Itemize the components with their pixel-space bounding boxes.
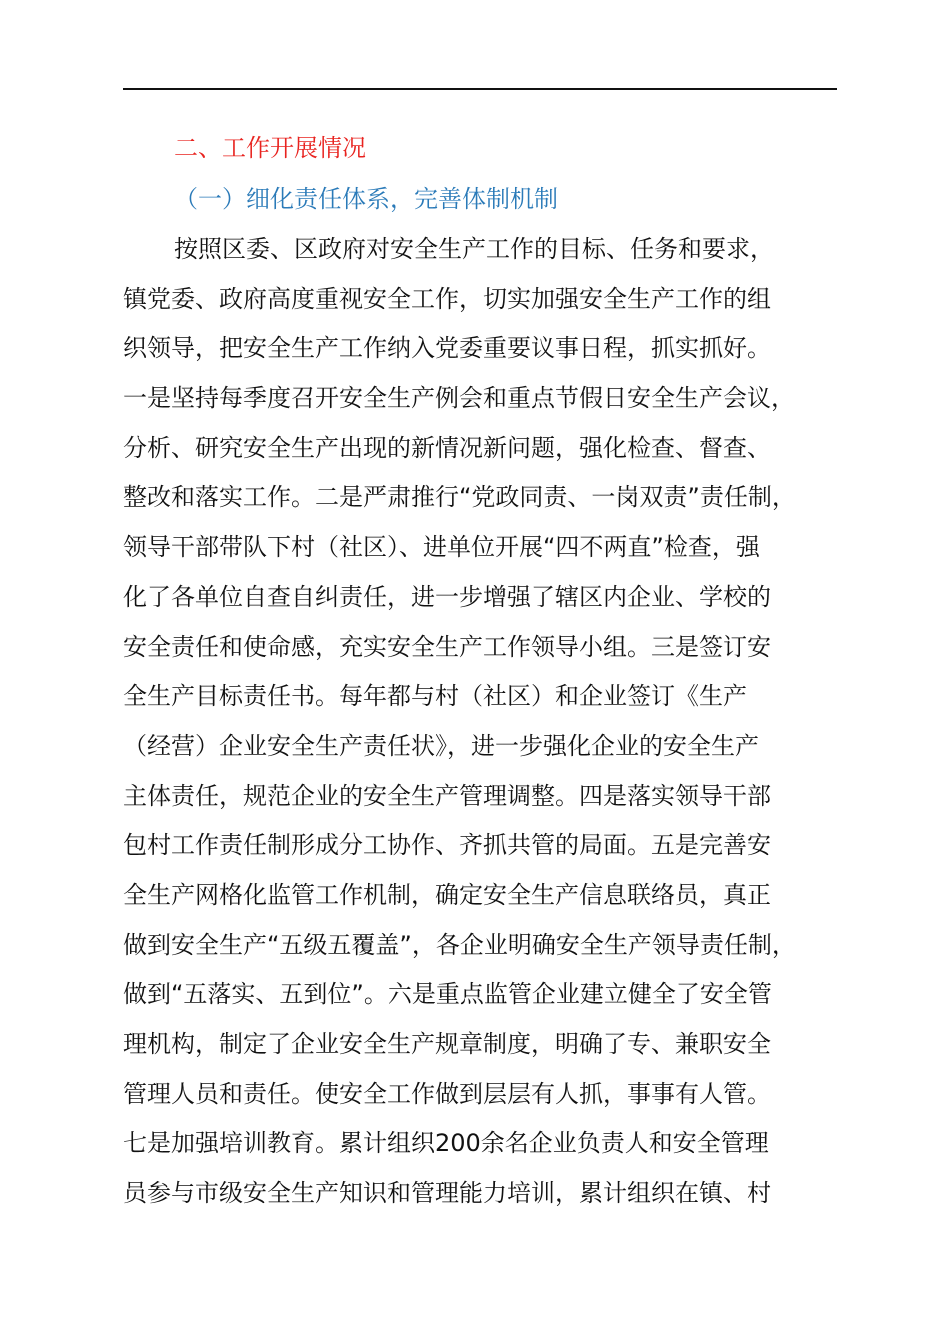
body-line: （经营）企业安全生产责任状》，进一步强化企业的安全生产	[123, 731, 759, 760]
body-line: 员参与市级安全生产知识和管理能力培训，累计组织在镇、村	[123, 1179, 771, 1208]
body-line: 七是加强培训教育。累计组织200余名企业负责人和安全管理	[123, 1129, 769, 1158]
body-line: 化了各单位自查自纠责任，进一步增强了辖区内企业、学校的	[123, 582, 771, 611]
body-line: 安全责任和使命感，充实安全生产工作领导小组。三是签订安	[123, 632, 771, 661]
body-line: 一是坚持每季度召开安全生产例会和重点节假日安全生产会议，	[123, 384, 795, 413]
subsection-heading: （一）细化责任体系，完善体制机制	[174, 185, 558, 213]
body-line: 按照区委、区政府对安全生产工作的目标、任务和要求，	[174, 235, 774, 263]
body-line: 主体责任，规范企业的安全生产管理调整。四是落实领导干部	[123, 781, 771, 810]
section-heading: 二、工作开展情况	[174, 134, 366, 162]
body-line: 管理人员和责任。使安全工作做到层层有人抓，事事有人管。	[123, 1079, 771, 1108]
body-line: 做到安全生产“五级五覆盖”，各企业明确安全生产领导责任制，	[123, 930, 796, 959]
body-paragraph	[123, 229, 863, 1223]
body-line: 领导干部带队下村（社区）、进单位开展“四不两直”检查，强	[123, 533, 760, 562]
header-rule	[123, 88, 837, 90]
body-line: 包村工作责任制形成分工协作、齐抓共管的局面。五是完善安	[123, 831, 771, 860]
body-line: 理机构，制定了企业安全生产规章制度，明确了专、兼职安全	[123, 1030, 771, 1058]
body-line: 全生产目标责任书。每年都与村（社区）和企业签订《生产	[123, 682, 747, 711]
body-line: 整改和落实工作。二是严肃推行“党政同责、一岗双责”责任制，	[123, 483, 796, 512]
body-line: 做到“五落实、五到位”。六是重点监管企业建立健全了安全管	[123, 980, 772, 1009]
body-line: 全生产网格化监管工作机制，确定安全生产信息联络员，真正	[123, 880, 771, 909]
body-line: 镇党委、政府高度重视安全工作，切实加强安全生产工作的组	[123, 284, 771, 313]
body-line: 织领导，把安全生产工作纳入党委重要议事日程，抓实抓好。	[123, 334, 771, 363]
body-line: 分析、研究安全生产出现的新情况新问题，强化检查、督查、	[123, 433, 771, 462]
